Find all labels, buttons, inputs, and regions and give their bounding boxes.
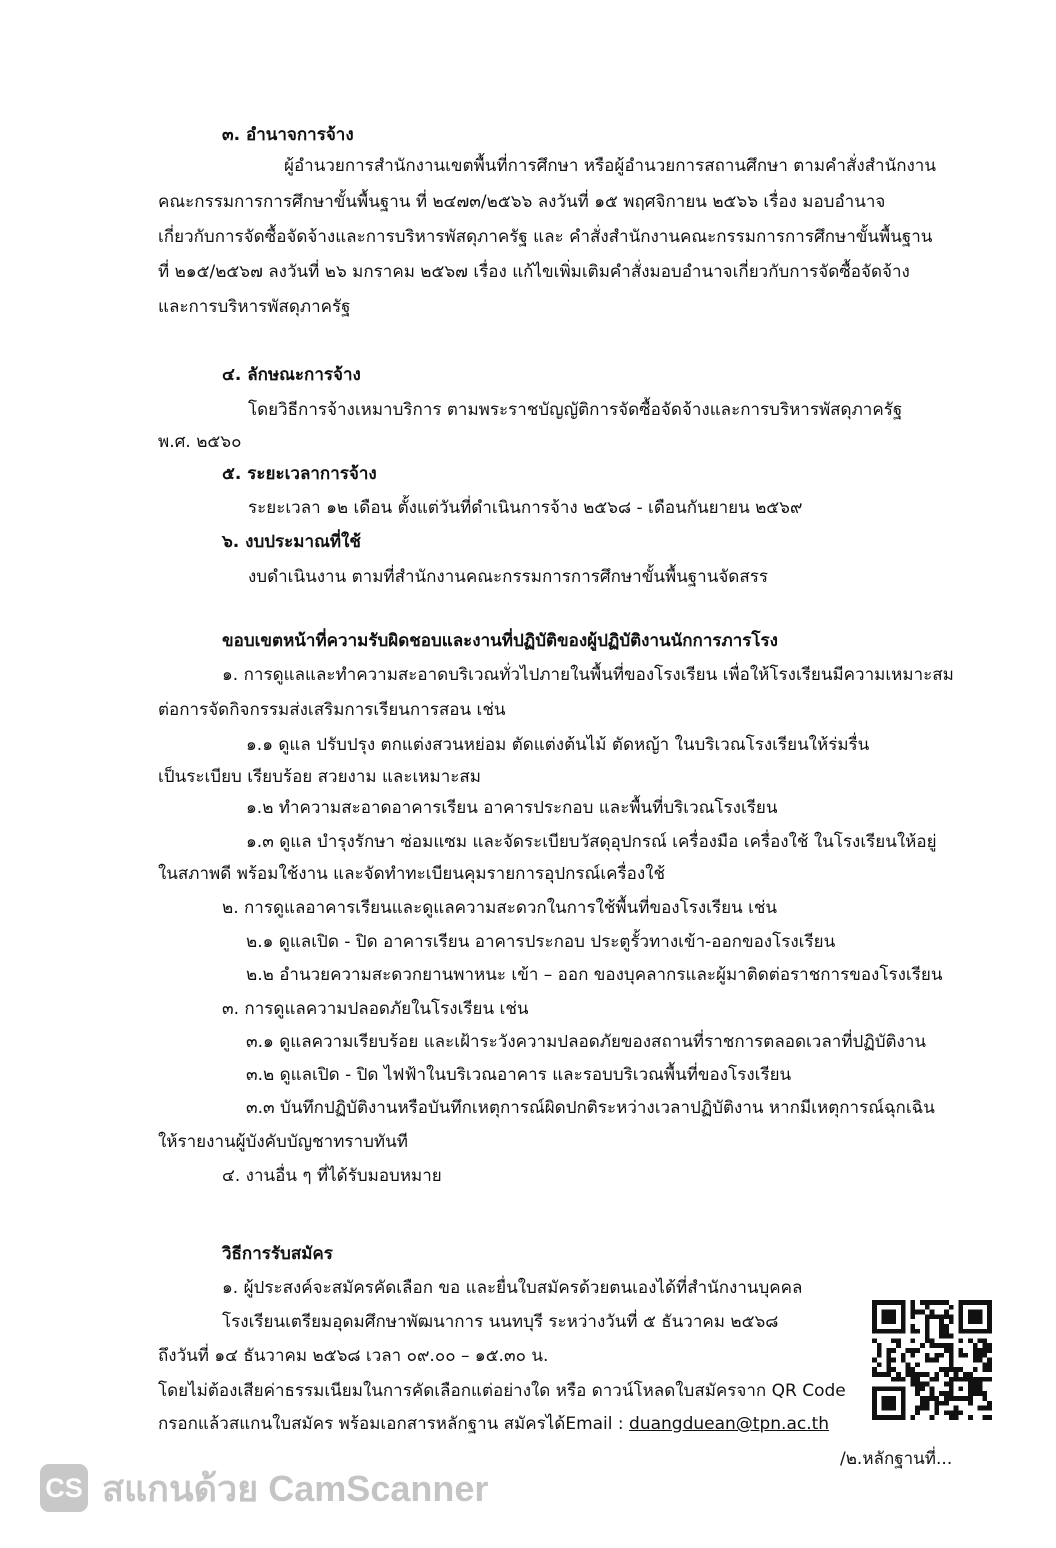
- section-3-line-2: คณะกรรมการการศึกษาขั้นพื้นฐาน ที่ ๒๔๗๓/๒๕๖๖ ลงวันที่ ๑๕ พฤศจิกายน ๒๕๖๖ เรื่อง มอบอำนาจ: [158, 192, 886, 212]
- scope-heading: ขอบเขตหน้าที่ความรับผิดชอบและงานที่ปฏิบัติของผู้ปฏิบัติงานนักการภารโรง: [222, 631, 778, 651]
- scope-line-16: ๔. งานอื่น ๆ ที่ได้รับมอบหมาย: [222, 1166, 442, 1186]
- section-3-line-4: ที่ ๒๑๕/๒๕๖๗ ลงวันที่ ๒๖ มกราคม ๒๕๖๗ เรื่อง แก้ไขเพิ่มเติมคำสั่งมอบอำนาจเกี่ยวกับการจัดซื้อจัดจ้าง: [158, 262, 910, 282]
- apply-line-1: ๑. ผู้ประสงค์จะสมัครคัดเลือก ขอ และยื่นใบสมัครด้วยตนเองได้ที่สำนักงานบุคคล: [222, 1278, 803, 1298]
- apply-line-2: โรงเรียนเตรียมอุดมศึกษาพัฒนาการ นนทบุรี ระหว่างวันที่ ๕ ธันวาคม ๒๕๖๘: [222, 1312, 779, 1332]
- section-3-line-5: และการบริหารพัสดุภาครัฐ: [158, 297, 351, 317]
- section-5-heading: ๕. ระยะเวลาการจ้าง: [222, 464, 377, 484]
- section-4-line-1: โดยวิธีการจ้างเหมาบริการ ตามพระราชบัญญัติการจัดซื้อจัดจ้างและการบริหารพัสดุภาครัฐ: [248, 400, 903, 420]
- section-3-line-3: เกี่ยวกับการจัดซื้อจัดจ้างและการบริหารพัสดุภาครัฐ และ คำสั่งสำนักงานคณะกรรมการการศึกษาขั้นพื้นฐาน: [158, 227, 933, 247]
- apply-line-4: โดยไม่ต้องเสียค่าธรรมเนียมในการคัดเลือกแต่อย่างใด หรือ ดาวน์โหลดใบสมัครจาก QR Code: [158, 1381, 846, 1401]
- next-page-note: /๒.หลักฐานที่...: [840, 1449, 953, 1469]
- camscanner-watermark: สแกนด้วย CamScanner: [102, 1468, 489, 1509]
- section-6-heading: ๖. งบประมาณที่ใช้: [222, 532, 361, 552]
- section-5-line-1: ระยะเวลา ๑๒ เดือน ตั้งแต่วันที่ดำเนินการจ้าง ๒๕๖๘ - เดือนกันยายน ๒๕๖๙: [248, 498, 803, 518]
- apply-heading: วิธีการรับสมัคร: [222, 1244, 333, 1264]
- scope-line-10: ๒.๒ อำนวยความสะดวกยานพาหนะ เข้า – ออก ของบุคลากรและผู้มาติดต่อราชการของโรงเรียน: [246, 965, 943, 985]
- scope-line-4: เป็นระเบียบ เรียบร้อย สวยงาม และเหมาะสม: [158, 767, 481, 787]
- section-6-line-1: งบดำเนินงาน ตามที่สำนักงานคณะกรรมการการศึกษาขั้นพื้นฐานจัดสรร: [248, 567, 768, 587]
- scope-line-11: ๓. การดูแลความปลอดภัยในโรงเรียน เช่น: [222, 999, 529, 1019]
- section-4-heading: ๔. ลักษณะการจ้าง: [222, 365, 361, 385]
- apply-line-5-text: กรอกแล้วสแกนใบสมัคร พร้อมเอกสารหลักฐาน สมัครได้Email :: [158, 1414, 630, 1434]
- scope-line-15: ให้รายงานผู้บังคับบัญชาทราบทันที: [158, 1132, 408, 1152]
- scope-line-3: ๑.๑ ดูแล ปรับปรุง ตกแต่งสวนหย่อม ตัดแต่งต้นไม้ ตัดหญ้า ในบริเวณโรงเรียนให้ร่มรื่น: [246, 735, 870, 755]
- scope-line-12: ๓.๑ ดูแลความเรียบร้อย และเฝ้าระวังความปลอดภัยของสถานที่ราชการตลอดเวลาที่ปฏิบัติงาน: [246, 1032, 927, 1052]
- apply-line-5: [158, 1410, 829, 1438]
- scope-line-8: ๒. การดูแลอาคารเรียนและดูแลความสะดวกในการใช้พื้นที่ของโรงเรียน เช่น: [222, 898, 778, 918]
- scope-line-13: ๓.๒ ดูแลเปิด - ปิด ไฟฟ้าในบริเวณอาคาร และรอบบริเวณพื้นที่ของโรงเรียน: [246, 1065, 792, 1085]
- apply-line-3: ถึงวันที่ ๑๔ ธันวาคม ๒๕๖๘ เวลา ๐๙.๐๐ – ๑๕.๓๐ น.: [158, 1346, 549, 1366]
- scope-line-5: ๑.๒ ทำความสะอาดอาคารเรียน อาคารประกอบ และพื้นที่บริเวณโรงเรียน: [246, 798, 778, 818]
- section-3-line-1: ผู้อำนวยการสำนักงานเขตพื้นที่การศึกษา หรือผู้อำนวยการสถานศึกษา ตามคำสั่งสำนักงาน: [284, 156, 936, 176]
- email-link[interactable]: duangduean@tpn.ac.th: [629, 1414, 830, 1434]
- scope-line-14: ๓.๓ บันทึกปฏิบัติงานหรือบันทึกเหตุการณ์ผิดปกติระหว่างเวลาปฏิบัติงาน หากมีเหตุการณ์ฉุกเฉิน: [246, 1098, 935, 1118]
- scope-line-9: ๒.๑ ดูแลเปิด - ปิด อาคารเรียน อาคารประกอบ ประตูรั้วทางเข้า-ออกของโรงเรียน: [246, 932, 836, 952]
- camscanner-logo: CS: [40, 1464, 88, 1512]
- scope-line-7: ในสภาพดี พร้อมใช้งาน และจัดทำทะเบียนคุมรายการอุปกรณ์เครื่องใช้: [158, 864, 665, 884]
- scope-line-2: ต่อการจัดกิจกรรมส่งเสริมการเรียนการสอน เช่น: [158, 700, 506, 720]
- scope-line-6: ๑.๓ ดูแล บำรุงรักษา ซ่อมแซม และจัดระเบียบวัสดุอุปกรณ์ เครื่องมือ เครื่องใช้ ในโรงเรียนให้อยู่: [246, 832, 937, 852]
- section-3-heading: ๓. อำนาจการจ้าง: [222, 125, 354, 145]
- qr-code-icon[interactable]: [872, 1296, 992, 1424]
- section-4-line-2: พ.ศ. ๒๕๖๐: [158, 432, 242, 452]
- scope-line-1: ๑. การดูแลและทำความสะอาดบริเวณทั่วไปภายในพื้นที่ของโรงเรียน เพื่อให้โรงเรียนมีความเหมาะสม: [222, 665, 954, 685]
